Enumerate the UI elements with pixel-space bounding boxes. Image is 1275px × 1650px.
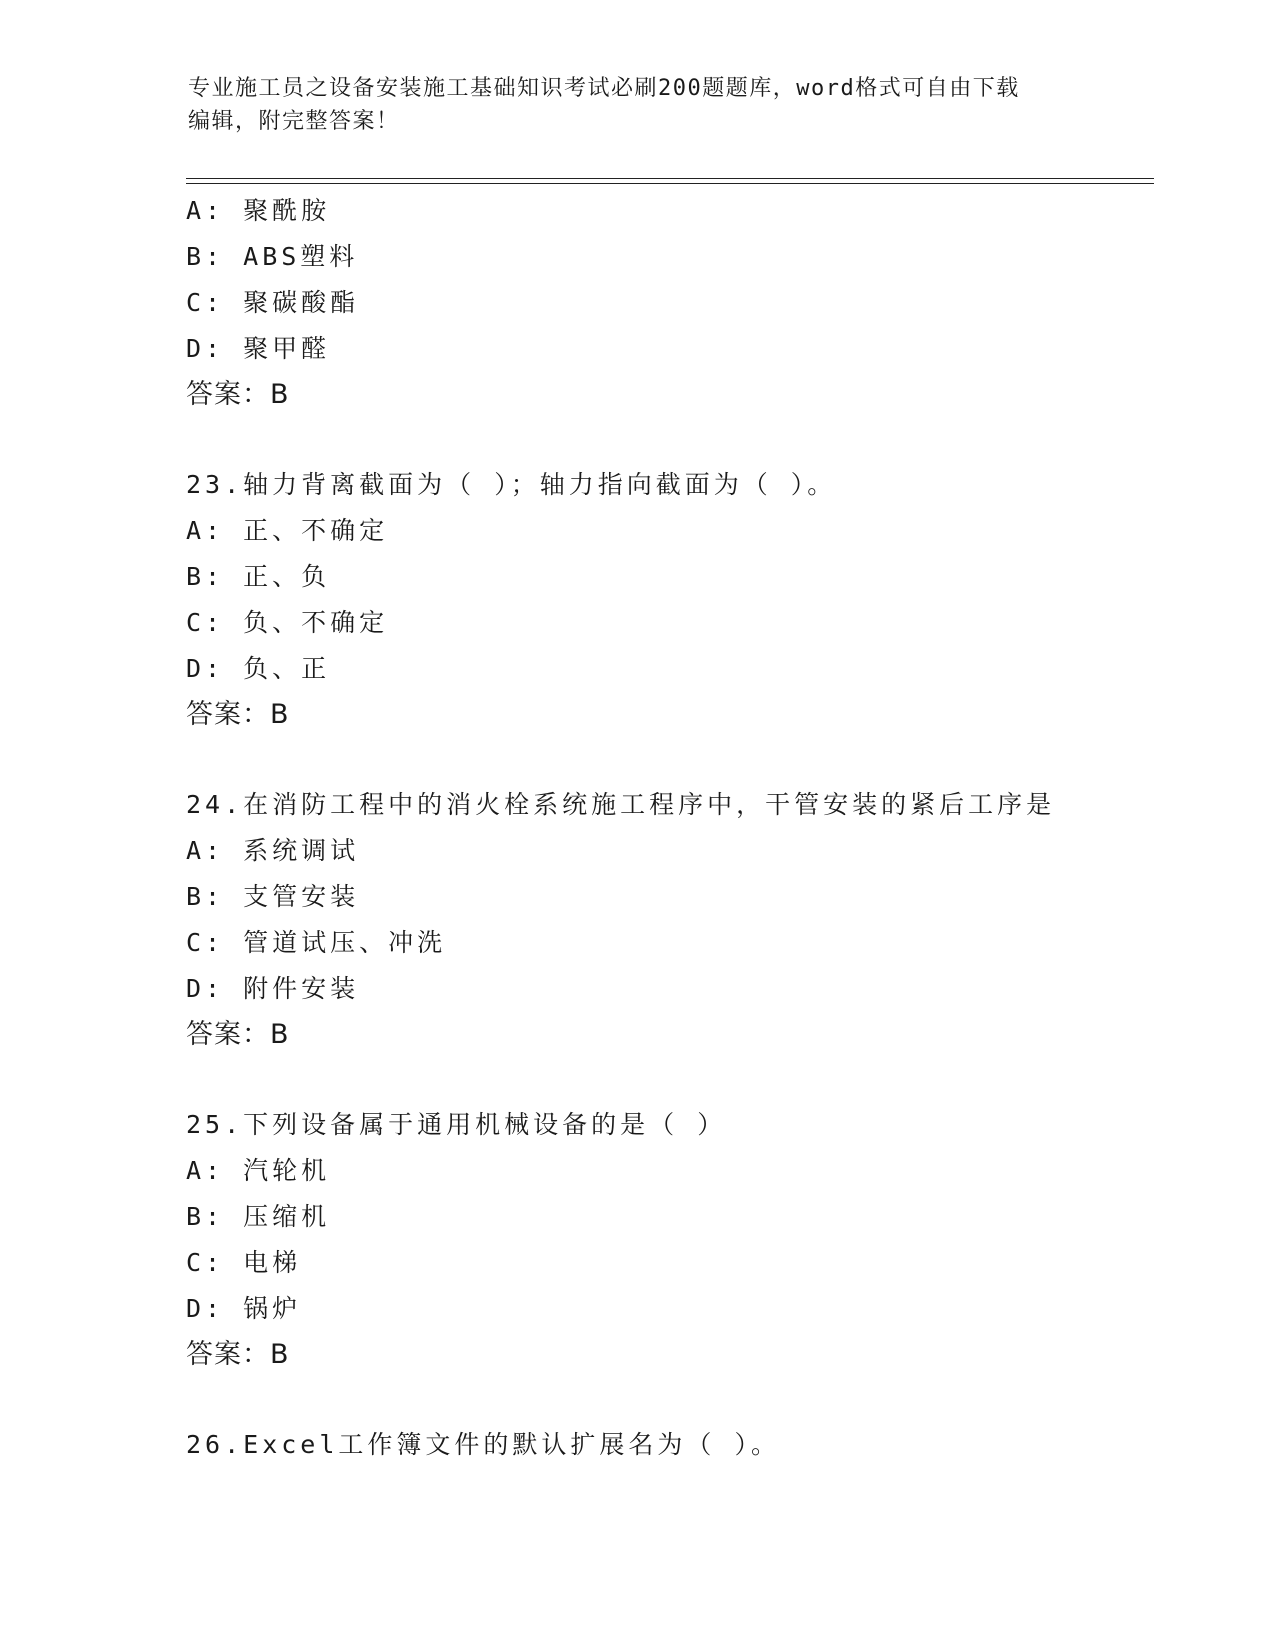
option-d: D: 附件安装: [186, 974, 360, 1003]
answer-label: 答案：B: [186, 1339, 290, 1370]
option-c: C: 电梯: [186, 1248, 302, 1277]
option-b: B: 正、负: [186, 562, 331, 591]
question-26-block: [186, 1422, 1146, 1468]
option-a: A: 汽轮机: [186, 1156, 331, 1185]
question-24-block: [186, 782, 1146, 1058]
question-text: 26.Excel工作簿文件的默认扩展名为（ ）。: [186, 1430, 780, 1459]
spacer: [186, 1378, 1146, 1422]
option-d: D: 聚甲醛: [186, 334, 331, 363]
document-header: [188, 72, 1078, 138]
header-line-1: 专业施工员之设备安装施工基础知识考试必刷200题题库，word格式可自由下载: [188, 76, 1020, 101]
header-line-2: 编辑，附完整答案！: [188, 109, 400, 134]
option-a: A: 系统调试: [186, 836, 360, 865]
option-a: A: 聚酰胺: [186, 196, 331, 225]
option-b: B: ABS塑料: [186, 242, 359, 271]
option-d: D: 锅炉: [186, 1294, 302, 1323]
header-rule-bottom: [186, 183, 1154, 184]
question-text: 24.在消防工程中的消火栓系统施工程序中，干管安装的紧后工序是: [186, 790, 1056, 819]
question-25-block: [186, 1102, 1146, 1378]
question-23-block: [186, 462, 1146, 738]
option-c: C: 负、不确定: [186, 608, 389, 637]
question-text: 23.轴力背离截面为（ ）；轴力指向截面为（ ）。: [186, 470, 837, 499]
option-d: D: 负、正: [186, 654, 331, 683]
answer-label: 答案：B: [186, 379, 290, 410]
spacer: [186, 1058, 1146, 1102]
option-c: C: 管道试压、冲洗: [186, 928, 447, 957]
answer-label: 答案：B: [186, 699, 290, 730]
answer-label: 答案：B: [186, 1019, 290, 1050]
question-list: [186, 188, 1146, 1468]
option-c: C: 聚碳酸酯: [186, 288, 360, 317]
header-rule-top: [186, 178, 1154, 179]
option-b: B: 压缩机: [186, 1202, 331, 1231]
option-a: A: 正、不确定: [186, 516, 389, 545]
spacer: [186, 418, 1146, 462]
question-22-block: [186, 188, 1146, 418]
option-b: B: 支管安装: [186, 882, 360, 911]
spacer: [186, 738, 1146, 782]
question-text: 25.下列设备属于通用机械设备的是（ ）: [186, 1110, 727, 1139]
